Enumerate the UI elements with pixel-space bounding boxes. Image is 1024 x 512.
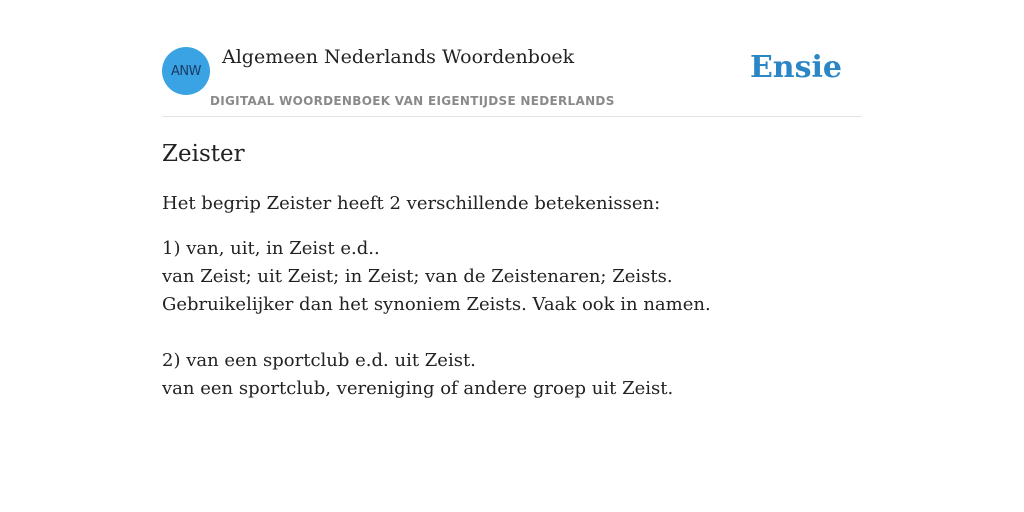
meaning-line: van een sportclub, vereniging of andere groep uit Zeist. <box>162 378 674 399</box>
meanings-list <box>162 235 862 403</box>
anw-logo[interactable] <box>162 47 210 95</box>
entry-intro: Het begrip Zeister heeft 2 verschillende betekenissen: <box>162 193 661 214</box>
logo-text: ANW <box>171 63 201 79</box>
ensie-brand-link[interactable]: Ensie <box>749 50 842 85</box>
entry-title: Zeister <box>162 141 245 167</box>
meaning-item <box>162 235 862 319</box>
meaning-heading: 1) van, uit, in Zeist e.d.. <box>162 238 380 259</box>
site-title-link[interactable]: Algemeen Nederlands Woordenboek <box>222 46 575 68</box>
entry-content <box>162 138 862 403</box>
meaning-line: van Zeist; uit Zeist; in Zeist; van de Zeistenaren; Zeists. <box>162 266 673 287</box>
meaning-heading: 2) van een sportclub e.d. uit Zeist. <box>162 350 476 371</box>
meaning-item <box>162 347 862 403</box>
site-subtitle: DIGITAAL WOORDENBOEK VAN EIGENTIJDSE NEDERLANDS <box>210 94 615 108</box>
site-header <box>162 0 862 117</box>
meaning-line: Gebruikelijker dan het synoniem Zeists. Vaak ook in namen. <box>162 294 711 315</box>
